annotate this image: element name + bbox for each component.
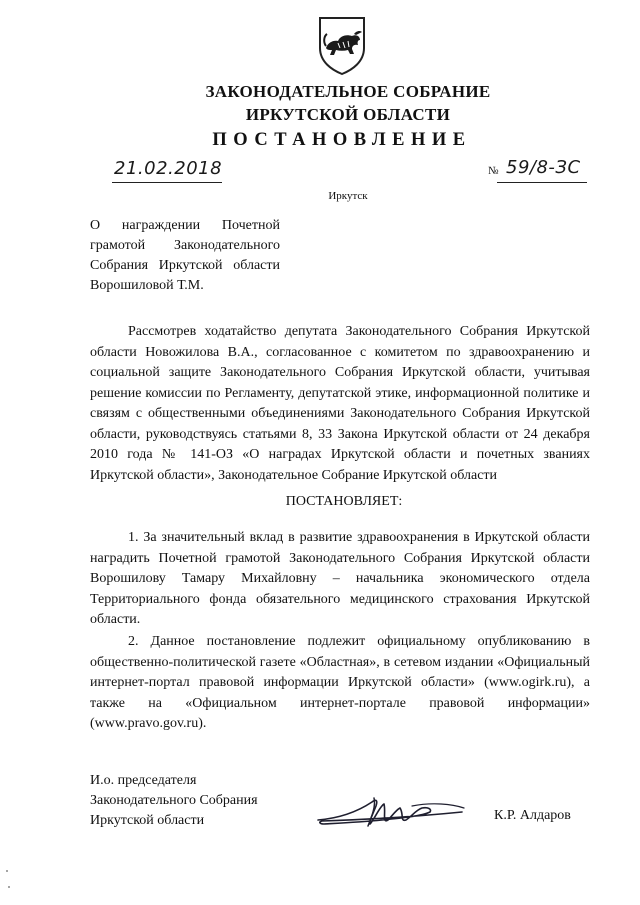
coat-of-arms-icon [316, 14, 368, 76]
signatory-title-line2: Законодательного Собрания [90, 793, 258, 808]
signatory-title-line1: И.о. председателя [90, 773, 197, 788]
document-number: 59/8-ЗС [506, 157, 581, 178]
document-subject: О награждении Почетной грамотой Законодательного Собрания Иркутской области Ворошиловой Т.М. [90, 218, 280, 293]
resolves-heading: ПОСТАНОВЛЯЕТ: [285, 494, 403, 509]
organization-title-line1: ЗАКОНОДАТЕЛЬНОЕ СОБРАНИЕ [205, 82, 491, 101]
handwritten-signature-icon [312, 790, 472, 834]
number-prefix: № [488, 165, 499, 177]
organization-title-line2: ИРКУТСКОЙ ОБЛАСТИ [245, 105, 451, 124]
document-type-heading: ПОСТАНОВЛЕНИЕ [212, 130, 472, 150]
document-city: Иркутск [328, 190, 368, 202]
clause-2-paragraph: 2. Данное постановление подлежит официальному опубликованию в общественно-политической газете «Областная», в сетевом издании «Официальный интернет-портал правовой информации Иркутской области» (www.ogirk.ru), а также на «Официальном интернет-портале правовой информации» (www.pravo.gov.ru). [90, 634, 590, 731]
scan-speck [6, 870, 8, 872]
document-date: 21.02.2018 [114, 158, 223, 179]
signatory-block [90, 771, 258, 831]
signatory-title-line3: Иркутской области [90, 813, 205, 828]
clause-1-paragraph: 1. За значительный вклад в развитие здравоохранения в Иркутской области наградить Почетной грамотой Законодательного Собрания Иркутской области Ворошилову Тамару Михайловну – начальника экономического отдела Территориального фонда обязательного медицинского страхования Иркутской области. [90, 530, 590, 627]
signatory-name: К.Р. Алдаров [494, 808, 571, 823]
scan-speck [8, 886, 10, 888]
preamble-paragraph: Рассмотрев ходатайство депутата Законодательного Собрания Иркутской области Новожилова В.А., согласованное с комитетом по здравоохранению и социальной защите Законодательного Собрания Иркутской области, учитывая решение комиссии по Регламенту, депутатской этике, информационной политике и связям с общественными объединениями Законодательного Собрания Иркутской области, руководствуясь статьями 8, 33 Закона Иркутской области от 24 декабря 2010 года № 141-ОЗ «О наградах Иркутской области и почетных званиях Иркутской области», Законодательное Собрание Иркутской области [90, 324, 590, 483]
